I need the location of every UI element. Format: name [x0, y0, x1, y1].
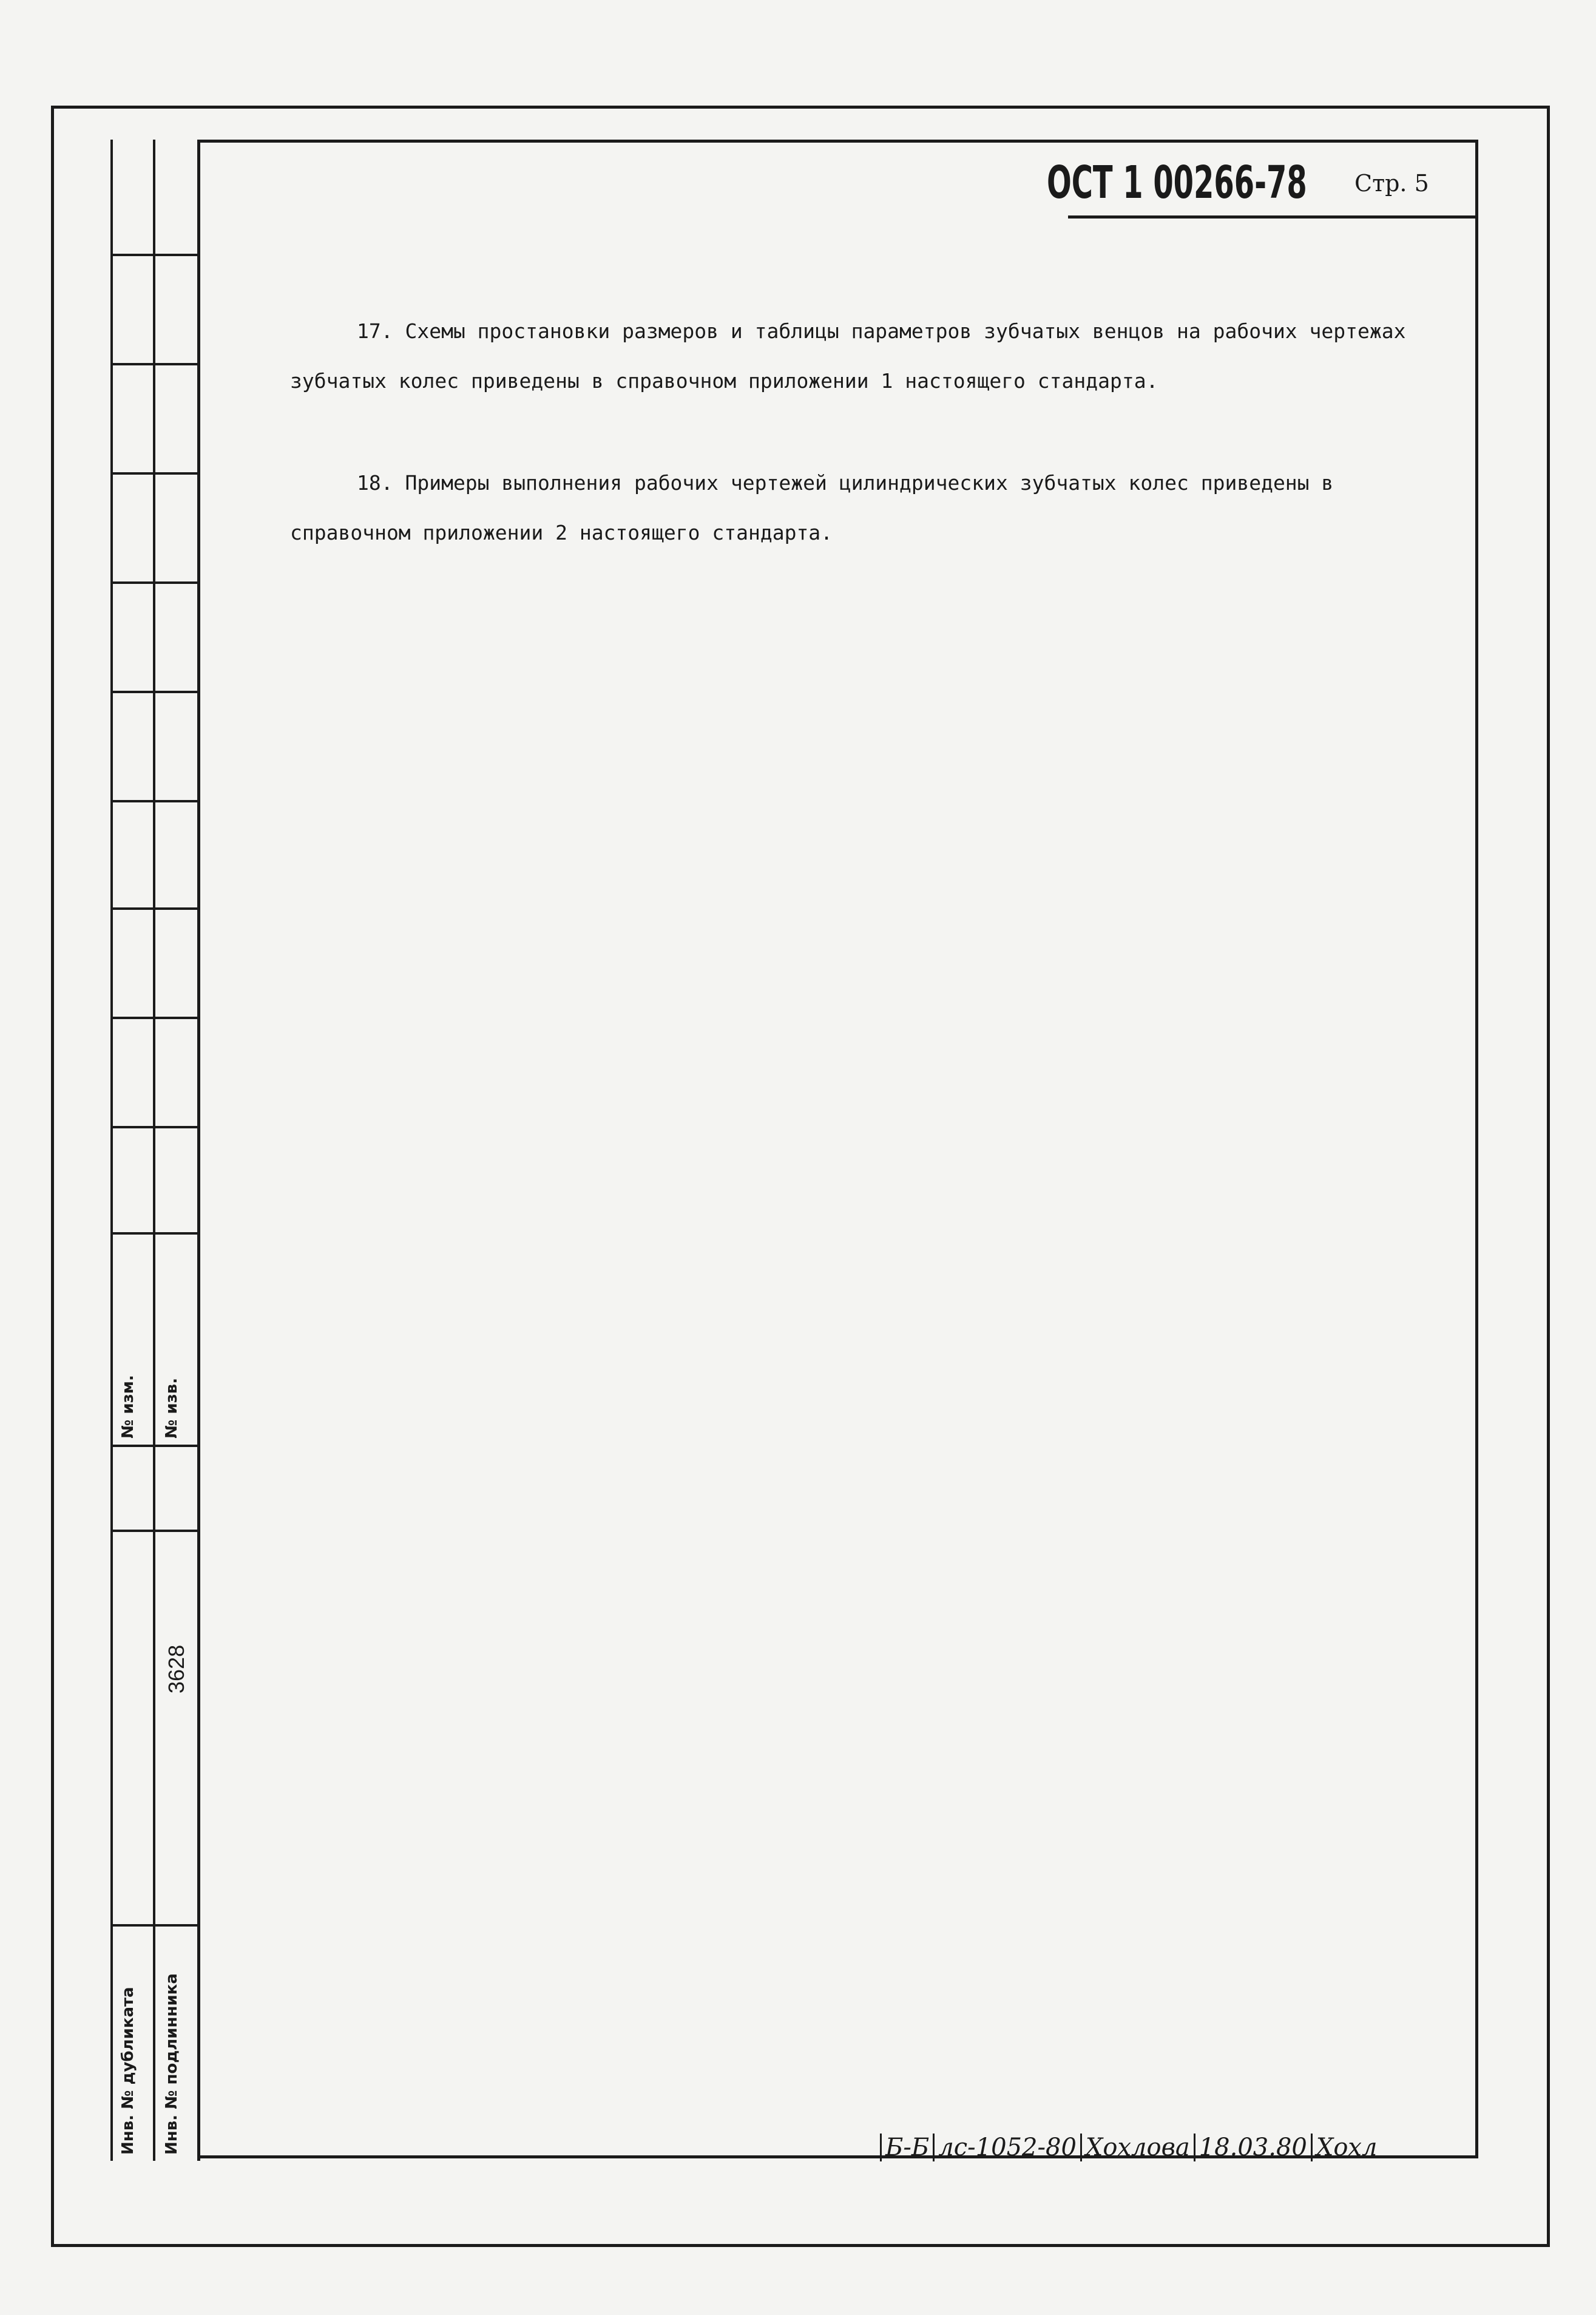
paragraph-18: 18. Примеры выполнения рабочих чертежей цилиндрических зубчатых колес приведены в справочном приложении 2 настоящего стандарта. — [290, 471, 1334, 544]
sidebar-divider — [110, 581, 200, 584]
revision-stamp — [880, 2134, 1523, 2160]
header-underline — [1068, 215, 1478, 219]
sidebar-divider — [110, 254, 200, 256]
change-number-label: № изм. — [119, 1375, 137, 1439]
page-number: Стр. 5 — [1354, 170, 1429, 197]
sidebar-divider — [110, 363, 200, 365]
sidebar-divider — [110, 800, 200, 802]
sidebar-divider — [110, 907, 200, 910]
original-inventory-label: Инв. № подлинника — [163, 1973, 181, 2155]
inner-frame — [200, 140, 1478, 2158]
original-inventory-number: 3628 — [164, 1644, 189, 1693]
duplicate-inventory-label: Инв. № дубликата — [119, 1987, 137, 2155]
stamp-cell: лс-1052-80 — [933, 2134, 1080, 2161]
sidebar-divider — [110, 1017, 200, 1019]
stamp-cell: Хохл — [1311, 2134, 1381, 2161]
stamp-cell: Б-Б — [880, 2134, 933, 2161]
sidebar-divider — [110, 1924, 200, 1927]
sidebar-divider — [110, 1126, 200, 1128]
sidebar-divider — [110, 472, 200, 475]
notice-number-label: № изв. — [163, 1378, 181, 1439]
sidebar-divider — [110, 1232, 200, 1235]
sidebar-column-left — [110, 140, 155, 2161]
sidebar-divider — [110, 691, 200, 693]
stamp-cell: Хохлова — [1080, 2134, 1194, 2161]
document-code: ОСТ 1 00266-78 — [1047, 157, 1307, 209]
sidebar-divider — [110, 1445, 200, 1447]
stamp-cell: 18.03.80 — [1194, 2134, 1311, 2161]
sidebar-column-right — [153, 140, 200, 2161]
sidebar-divider — [110, 1530, 200, 1532]
paragraph-17: 17. Схемы простановки размеров и таблицы параметров зубчатых венцов на рабочих чертежах зубчатых колес приведены в справочном приложении 1 настоящего стандарта. — [290, 319, 1406, 393]
